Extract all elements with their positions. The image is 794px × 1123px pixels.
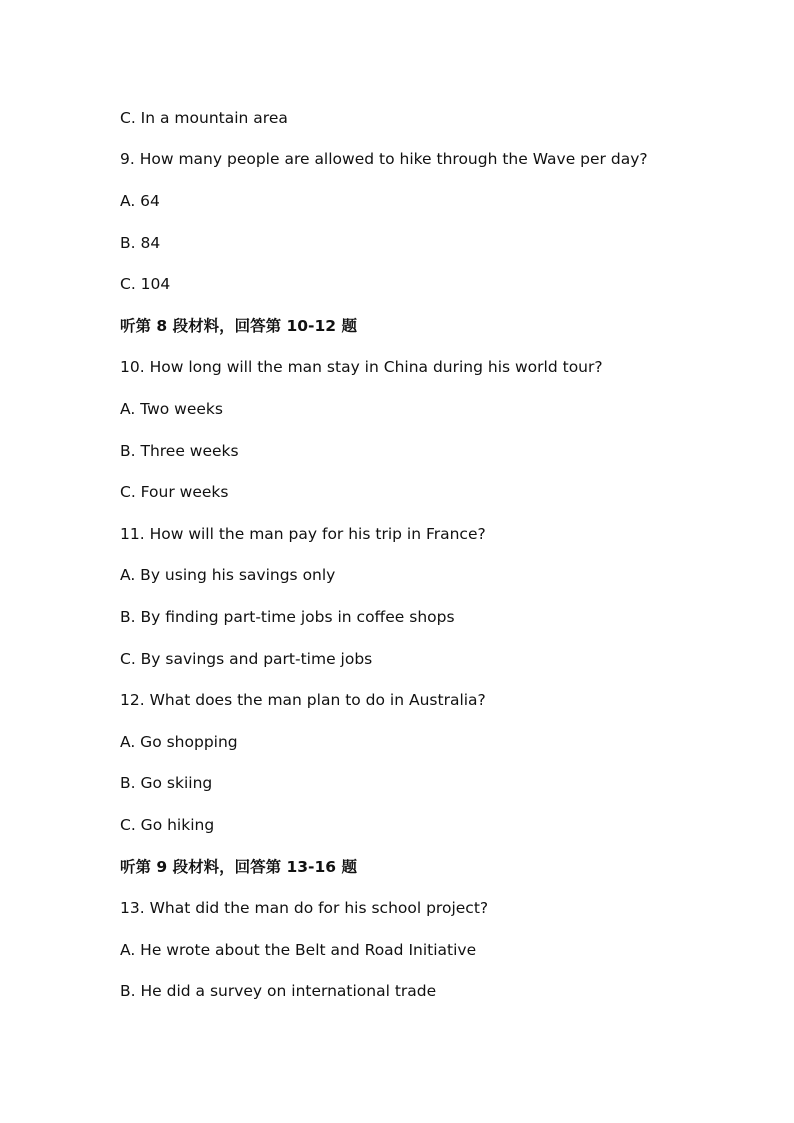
answer-option: A. 64 — [120, 192, 160, 210]
answer-option: C. 104 — [120, 275, 171, 293]
answer-option: A. He wrote about the Belt and Road Initiative — [120, 941, 477, 959]
answer-option: C. In a mountain area — [120, 109, 288, 127]
answer-option: A. Two weeks — [120, 400, 223, 418]
section-heading: 听第 8 段材料，回答第 10-12 题 — [120, 317, 357, 335]
answer-option: A. By using his savings only — [120, 566, 336, 584]
answer-option: B. He did a survey on international trade — [120, 982, 437, 1000]
answer-option: C. Go hiking — [120, 816, 215, 834]
section-heading: 听第 9 段材料，回答第 13-16 题 — [120, 858, 357, 876]
question-13: 13. What did the man do for his school project? — [120, 899, 489, 917]
answer-option: A. Go shopping — [120, 733, 238, 751]
question-11: 11. How will the man pay for his trip in France? — [120, 525, 486, 543]
answer-option: B. By finding part-time jobs in coffee shops — [120, 608, 455, 626]
answer-option: B. Go skiing — [120, 774, 213, 792]
answer-option: B. 84 — [120, 234, 161, 252]
question-12: 12. What does the man plan to do in Australia? — [120, 691, 486, 709]
answer-option: C. Four weeks — [120, 483, 229, 501]
answer-option: C. By savings and part-time jobs — [120, 650, 373, 668]
question-9: 9. How many people are allowed to hike through the Wave per day? — [120, 150, 648, 168]
question-10: 10. How long will the man stay in China during his world tour? — [120, 358, 603, 376]
answer-option: B. Three weeks — [120, 442, 239, 460]
